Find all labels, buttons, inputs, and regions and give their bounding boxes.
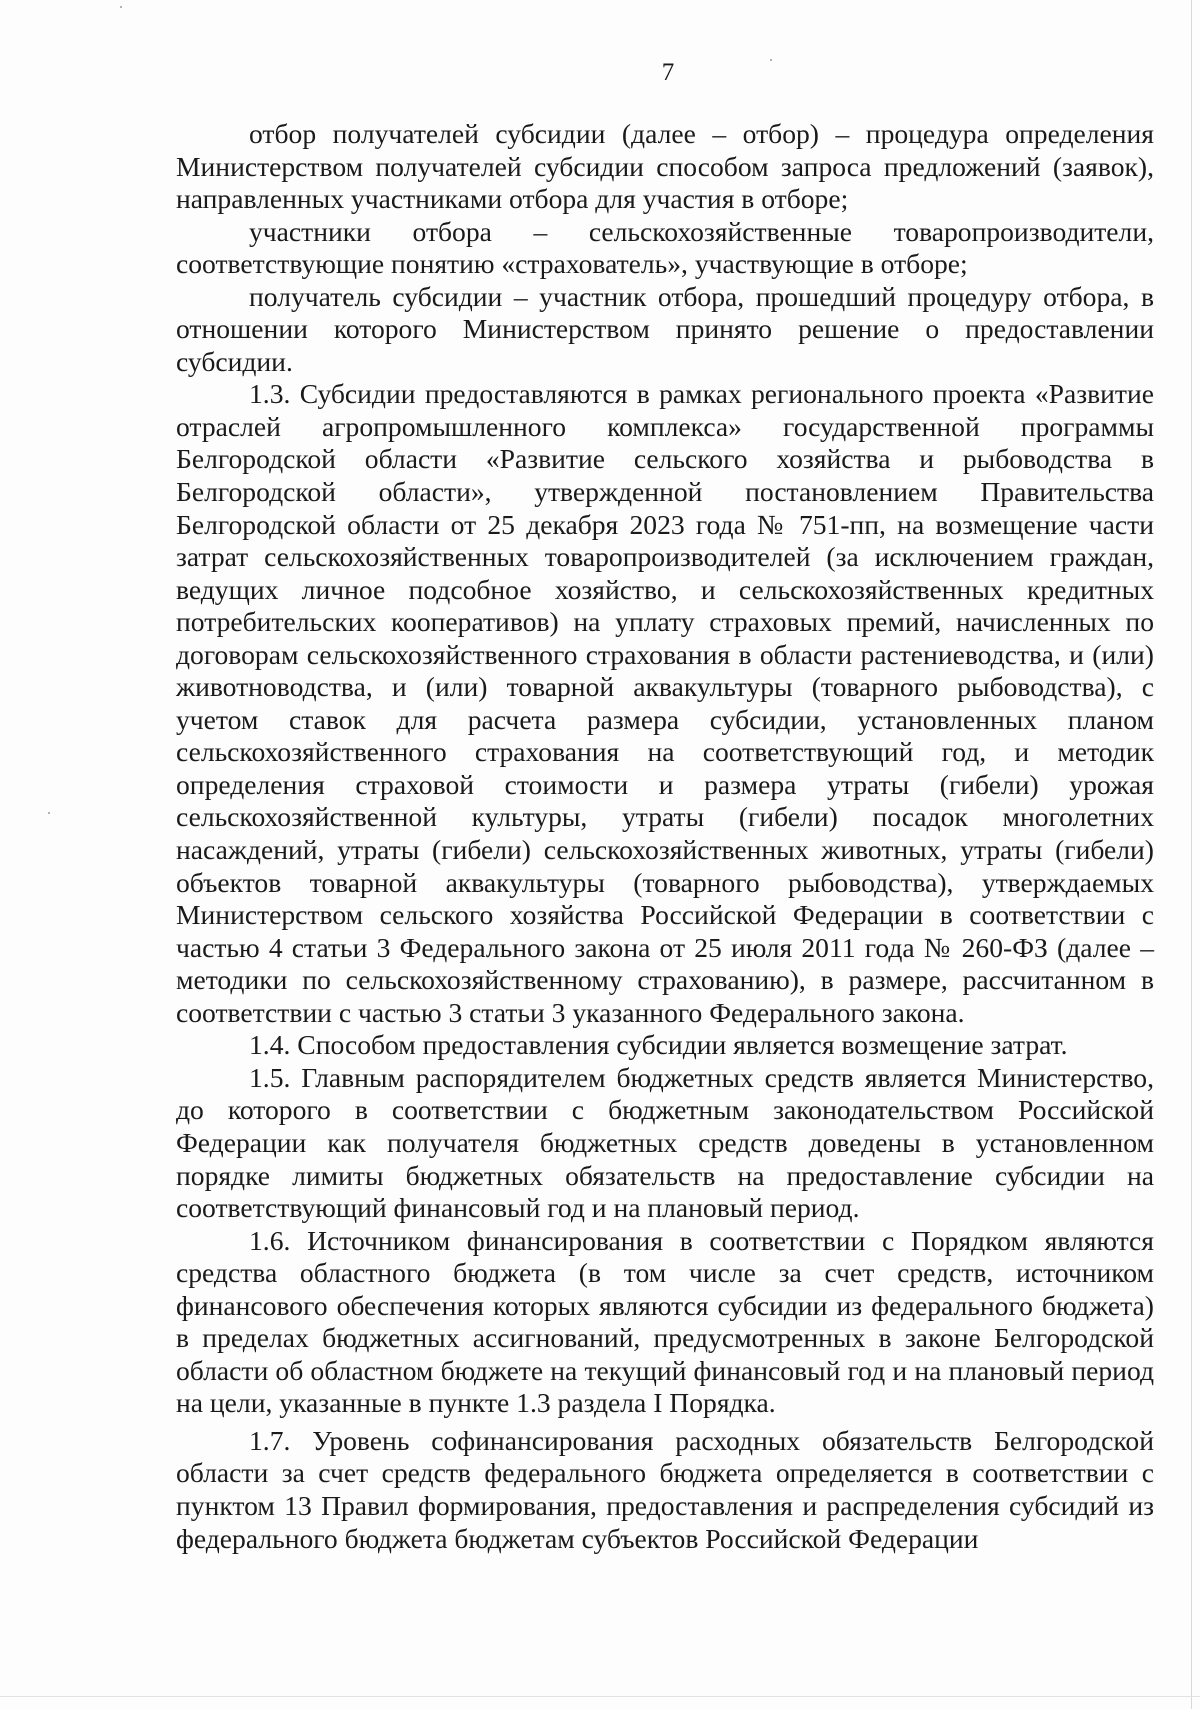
paragraph-definition-participants: участники отбора – сельскохозяйственные товаропроизводители, соответствующие понятию «страхователь», участвующие в отборе; xyxy=(176,215,1154,280)
paragraph-1-4: 1.4. Способом предоставления субсидии является возмещение затрат. xyxy=(249,1029,1068,1061)
paragraph-1-3: 1.3. Субсидии предоставляются в рамках регионального проекта «Развитие отраслей агропромышленного комплекса» государственной программы Белгородской области «Развитие сельского хозяйства и рыбоводства в Белгородской области», утвержденной постановлением Правительства Белгородской области от 25 декабря 2023 года № 751-пп, на возмещение части затрат сельскохозяйственных товаропроизводителей (за исключением граждан, ведущих личное подсобное хозяйство, и сельскохозяйственных кредитных потребительских кооперативов) на уплату страховых премий, начисленных по договорам сельскохозяйственного страхования в области растениеводства, и (или) животноводства, и (или) товарной аквакультуры (товарного рыбоводства), с учетом ставок для расчета размера субсидии, установленных планом сельскохозяйственного страхования на соответствующий год, и методик определения страховой стоимости и размера утраты (гибели) урожая сельскохозяйственной культуры, утраты (гибели) посадок многолетних насаждений, утраты (гибели) сельскохозяйственных животных, утраты (гибели) объектов товарной аквакультуры (товарного рыбоводства), утверждаемых Министерством сельского хозяйства Российской Федерации в соответствии с частью 4 статьи 3 Федерального закона от 25 июля 2011 года № 260-ФЗ (далее – методики по сельскохозяйственному страхованию), в размере, рассчитанном в соответствии с частью 3 статьи 3 указанного Федерального закона. xyxy=(176,378,1154,1028)
scan-edge-bottom xyxy=(0,1696,1200,1697)
paragraph-definition-recipient: получатель субсидии – участник отбора, прошедший процедуру отбора, в отношении которого Министерством принято решение о предоставлении субсидии. xyxy=(176,280,1154,377)
paragraph-definition-selection: отбор получателей субсидии (далее – отбор) – процедура определения Министерством получателей субсидии способом запроса предложений (заявок), направленных участниками отбора для участия в отборе; xyxy=(176,118,1154,215)
paragraph-1-7: 1.7. Уровень софинансирования расходных обязательств Белгородской области за счет средств федерального бюджета определяется в соответствии с пунктом 13 Правил формирования, предоставления и распределения субсидий из федерального бюджета бюджетам субъектов Российской Федерации xyxy=(176,1424,1154,1554)
scan-edge-right xyxy=(1191,0,1192,1709)
scan-speck xyxy=(48,812,50,814)
paragraph-1-5: 1.5. Главным распорядителем бюджетных средств является Министерство, до которого в соответствии с бюджетным законодательством Российской Федерации как получателя бюджетных средств доведены в установленном порядке лимиты бюджетных обязательств на предоставление субсидии на соответствующий финансовый год и на плановый период. xyxy=(176,1061,1154,1224)
paragraph-1-6: 1.6. Источником финансирования в соответствии с Порядком являются средства областного бюджета (в том числе за счет средств, источником финансового обеспечения которых являются субсидии из федерального бюджета) в пределах бюджетных ассигнований, предусмотренных в законе Белгородской области об областном бюджете на текущий финансовый год и на плановый период на цели, указанные в пункте 1.3 раздела I Порядка. xyxy=(176,1224,1154,1419)
document-body xyxy=(176,118,1154,1555)
scan-speck xyxy=(120,6,122,8)
page-number: 7 xyxy=(661,59,675,86)
